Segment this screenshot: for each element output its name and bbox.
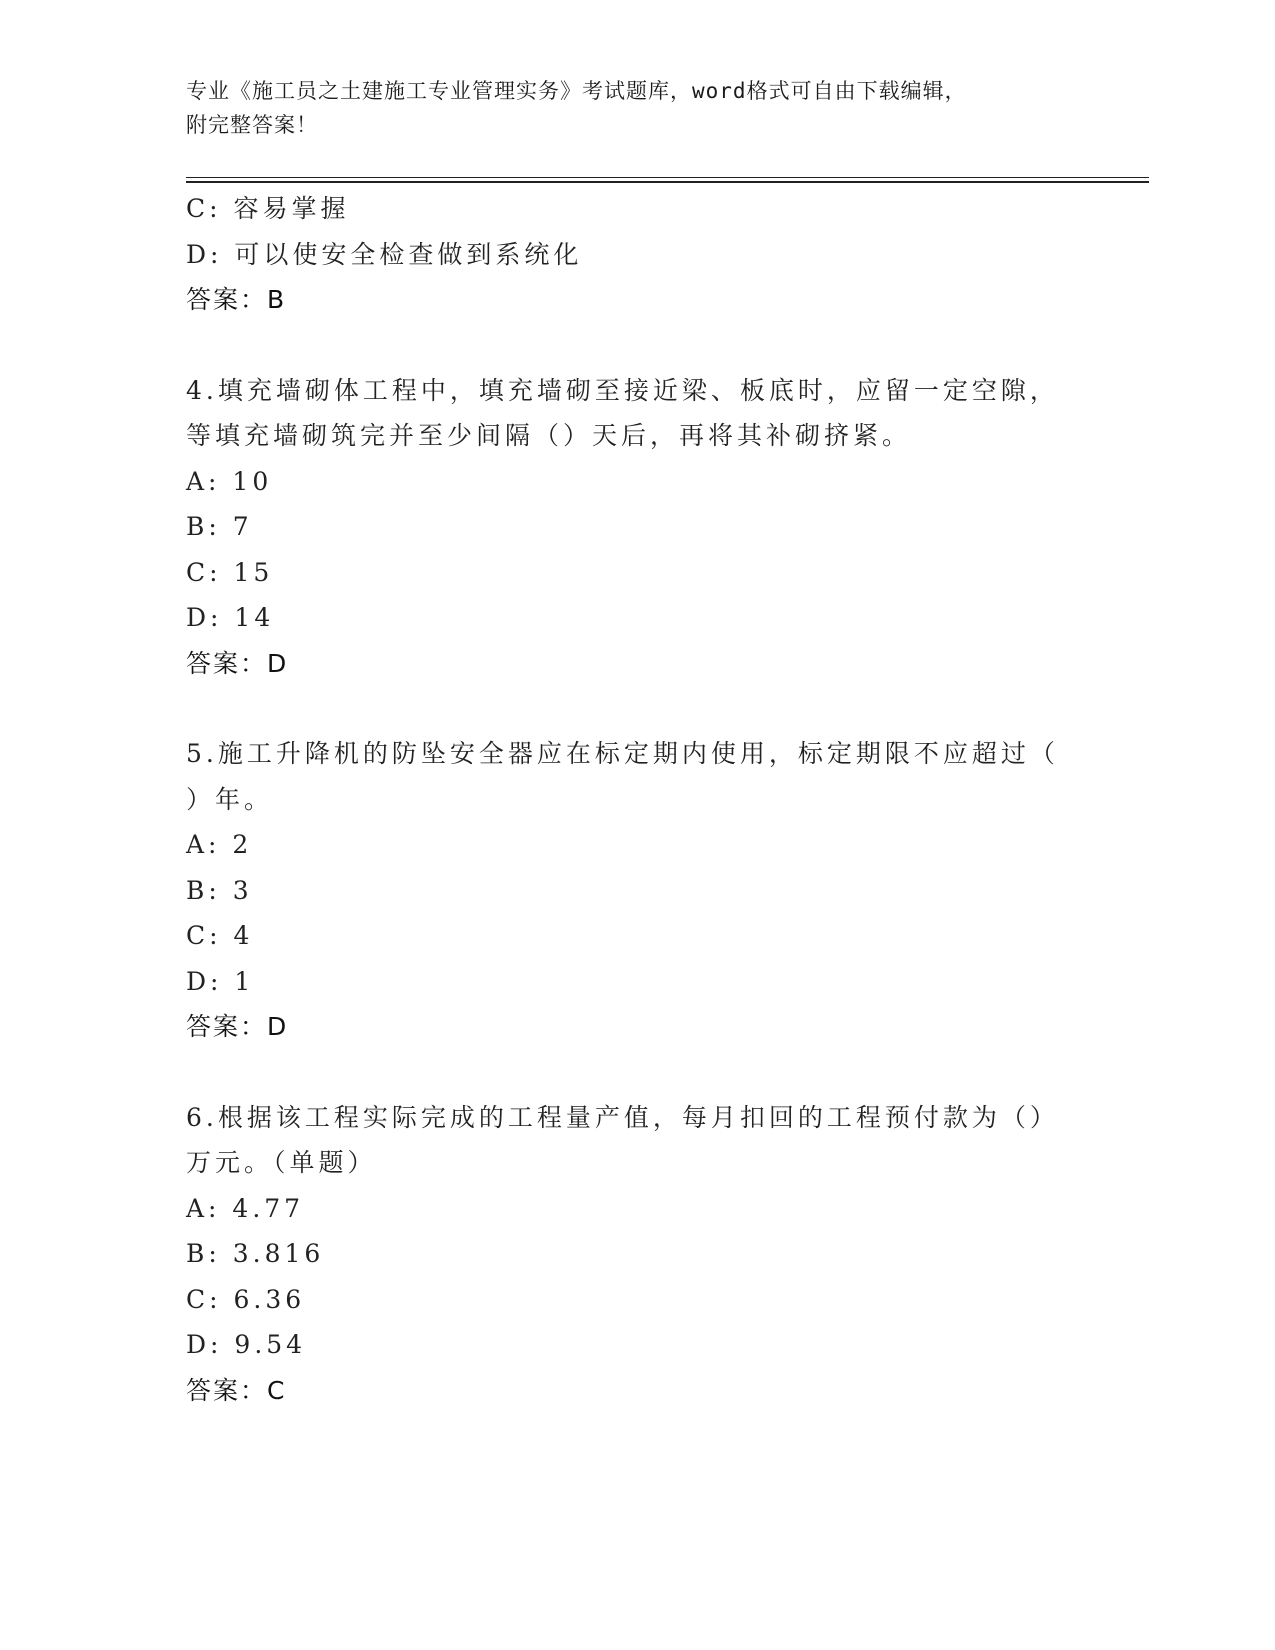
option-c: C: 15 xyxy=(186,557,274,587)
option-d: D: 可以使安全检查做到系统化 xyxy=(186,239,583,269)
option-a: A: 2 xyxy=(186,830,253,859)
question-block-6 xyxy=(186,1095,1066,1414)
question-block-5 xyxy=(186,731,1066,1050)
spacer xyxy=(186,323,1066,368)
header-line-1: 专业《施工员之土建施工专业管理实务》考试题库，word格式可自由下载编辑， xyxy=(186,79,967,103)
option-b: B: 3.816 xyxy=(186,1239,325,1268)
spacer xyxy=(186,1050,1066,1095)
question-block-4 xyxy=(186,368,1066,687)
question-text-line-2: ）年。 xyxy=(186,784,274,814)
answer-line: 答案：C xyxy=(186,1375,287,1405)
prev-question-block xyxy=(186,186,1066,323)
option-a: A: 10 xyxy=(186,466,273,496)
document-header xyxy=(186,74,1056,142)
answer-line: 答案：D xyxy=(186,1012,289,1041)
answer-line: 答案：B xyxy=(186,285,287,314)
question-text-line-1: 6.根据该工程实际完成的工程量产值，每月扣回的工程预付款为（） xyxy=(186,1102,1059,1132)
question-text-line-1: 5.施工升降机的防坠安全器应在标定期内使用，标定期限不应超过（ xyxy=(186,739,1059,768)
option-b: B: 3 xyxy=(186,875,253,905)
document-body xyxy=(186,186,1066,1413)
option-c: C: 容易掌握 xyxy=(186,194,350,223)
option-a: A: 4.77 xyxy=(186,1193,305,1223)
option-d: D: 1 xyxy=(186,966,255,996)
question-text-line-1: 4.填充墙砌体工程中，填充墙砌至接近梁、板底时，应留一定空隙， xyxy=(186,375,1059,405)
option-c: C: 6.36 xyxy=(186,1284,306,1314)
header-divider-thin xyxy=(186,177,1149,178)
header-line-2: 附完整答案！ xyxy=(186,113,318,137)
answer-line: 答案：D xyxy=(186,648,289,678)
option-d: D: 9.54 xyxy=(186,1330,307,1359)
header-divider-thick xyxy=(186,181,1149,183)
question-text-line-2: 万元。（单题） xyxy=(186,1148,377,1177)
question-text-line-2: 等填充墙砌筑完并至少间隔（）天后，再将其补砌挤紧。 xyxy=(186,421,912,450)
option-c: C: 4 xyxy=(186,921,254,950)
spacer xyxy=(186,686,1066,731)
option-d: D: 14 xyxy=(186,603,275,632)
option-b: B: 7 xyxy=(186,512,253,541)
